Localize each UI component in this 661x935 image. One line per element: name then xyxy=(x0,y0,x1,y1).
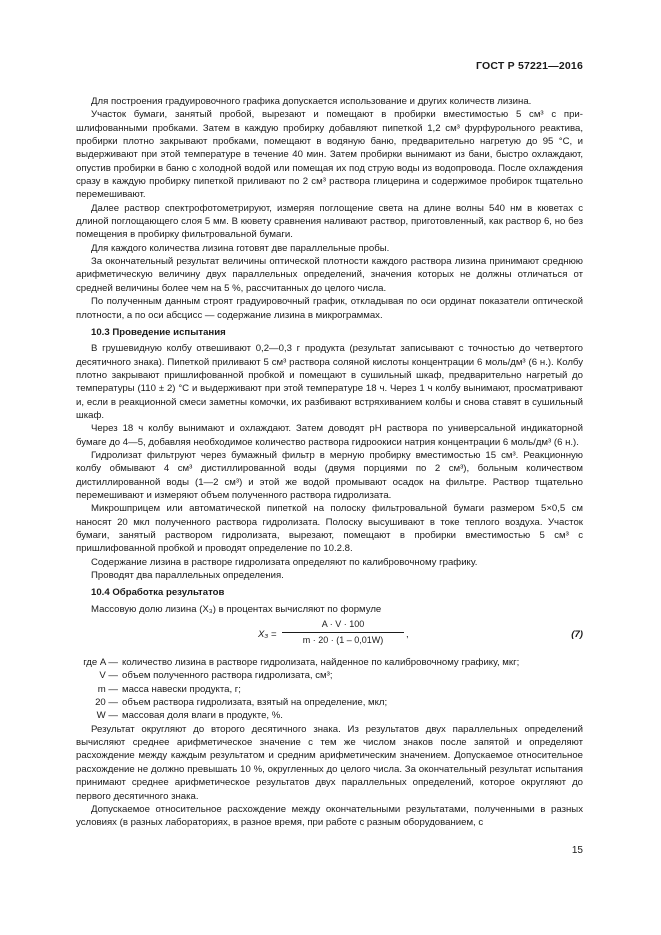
paragraph: Содержание лизина в растворе гидролизата определяют по калибровочному графику. xyxy=(91,556,478,568)
formula-trailing-comma: , xyxy=(406,629,409,641)
paragraph: Гидролизат фильтруют через бумажный фильтр в мерную пробирку вместимостью 15 см³. Реакционную колбу обмывают 4 см³ дистиллированной воды (двумя порциями по 2 см³), больным количеством дистиллированной воды (1—2 см³) и этой же водой промывают осадок на фильтре. Раствор тщательно перемешивают и измеряют объем полученного раствора гидролизата. xyxy=(76,449,583,501)
paragraph: Массовую долю лизина (X₃) в процентах вычисляют по формуле xyxy=(91,603,382,615)
paragraph: Через 18 ч колбу вынимают и охлаждают. Затем доводят рН раствора по универсальной индикаторной бумаге до 4—5, добавляя необходимое количество раствора гидроокиси натрия концентрации 6 моль/дм³ (6 н.). xyxy=(76,423,583,448)
definition-text: массовая доля влаги в продукте, %. xyxy=(122,710,283,722)
formula-fraction xyxy=(282,618,404,648)
definition-term: 20 — xyxy=(95,697,118,709)
paragraph: Микрошприцем или автоматической пипеткой на полоску фильтровальной бумаги размером 5×0,5 см наносят 20 мкл полученного раствора гидролизата. Полоску высушивают в токе теплого воздуха. Участок бумаги, занятый раствором гидролизата, вырезают, помещают в пробирки вместимостью 5 см³ с пришлифованной пробкой и проводят определение по 10.2.8. xyxy=(76,503,583,555)
definition-term: m — xyxy=(97,683,118,695)
formula-denominator: m · 20 · (1 – 0,01W) xyxy=(282,632,404,647)
paragraph: Допускаемое относительное расхождение между окончательными результатами, полученными в разных условиях (в разных лабораториях, в разное время, при работе с разным оборудованием, с xyxy=(76,803,583,829)
paragraph: В грушевидную колбу отвешивают 0,2—0,3 г продукта (результат записывают с точностью до четвертого десятичного знака). Пипеткой приливают 5 см³ раствора соляной кислоты концентрации 6 моль/дм³ (6 н.). Колбу плотно закрывают пришлифованной пробкой и помещают в сушильный шкаф, предварительно нагретый до температуры (110 ± 2) °С и выдерживают при этой температуре 18 ч. Через 1 ч колбу вынимают, просматривают и, если в реакционной смеси заметны комочки, их разбивают встряхиванием колбы и снова ставят в сушильный шкаф. xyxy=(76,343,583,421)
paragraph: Участок бумаги, занятый пробой, вырезают и помещают в пробирки вместимостью 5 см³ с пришлифованными пробками. Затем в каждую пробирку добавляют пипеткой 1,2 см³ фурфурольного реактива, пробирки плотно закрывают пробками, помещают в водяную баню, предварительно нагретую до 95 °С, и выдерживают при этой температуре в течение 40 мин. Затем пробирки вынимают из бани, быстро охлаждают, опустив пробирки в баню с холодной водой или помещая их под струю воды из водопровода. После охлаждения сразу в каждую пробирку пипеткой приливают по 2 см³ раствора глицерина и содержимое пробирок тщательно перемешивают. xyxy=(76,109,583,201)
paragraph: За окончательный результат величины оптической плотности каждого раствора лизина принимают среднюю арифметическую величину двух параллельных определений, значения которых не должны отличаться от средней величины более чем на 5 %, рассчитанных до целого числа. xyxy=(76,256,583,294)
definition-row xyxy=(76,656,583,669)
formula-7 xyxy=(76,618,583,652)
definition-term: W — xyxy=(96,710,118,722)
definition-row xyxy=(76,709,583,722)
page-number: 15 xyxy=(571,845,583,856)
formula-numerator: A · V · 100 xyxy=(321,619,365,630)
definition-row xyxy=(76,696,583,709)
document-body xyxy=(76,95,583,830)
formula-lhs: X₃ = xyxy=(258,629,277,641)
formula-definitions xyxy=(76,656,583,723)
paragraph: Далее раствор спектрофотометрируют, измеряя поглощение света на длине волны 540 нм в кюветах с длиной поглощающего слоя 5 мм. В кювету сравнения наливают раствор, приготовленный, как раствор 6, но без помещения в пробирку фильтровальной бумаги. xyxy=(76,202,583,241)
paragraph: Проводят два параллельных определения. xyxy=(91,570,284,582)
definition-row xyxy=(76,683,583,696)
section-heading-10-3: 10.3 Проведение испытания xyxy=(91,326,226,338)
definition-text: объем полученного раствора гидролизата, см³; xyxy=(122,670,333,682)
paragraph: Результат округляют до второго десятичного знака. Из результатов двух параллельных определений вычисляют среднее арифметическое значение с тем же числом знаков после запятой и определяют расхождение между каждым результатом и средним арифметическим значением. Допускаемое относительное расхождение не должно превышать 10 %, округленных до целого числа. За окончательный результат испытания принимают среднее арифметическое результатов двух параллельных определений, которое округляют до первого десятичного знака. xyxy=(76,723,583,802)
formula-number: (7) xyxy=(571,629,583,641)
paragraph: По полученным данным строят градуировочный график, откладывая по оси ординат показатели оптической плотности, а по оси абсцисс — содержание лизина в микрограммах. xyxy=(76,296,583,321)
section-heading-10-4: 10.4 Обработка результатов xyxy=(91,587,225,599)
definition-row xyxy=(76,669,583,682)
paragraph: Для построения градуировочного графика допускается использование и других количеств лизина. xyxy=(91,96,532,107)
definition-text: масса навески продукта, г; xyxy=(122,683,241,695)
definition-text: объем раствора гидролизата, взятый на определение, мкл; xyxy=(122,697,388,709)
definition-text: количество лизина в растворе гидролизата, найденное по калибровочному графику, мкг; xyxy=(122,657,520,669)
standard-header: ГОСТ Р 57221—2016 xyxy=(475,60,583,72)
paragraph: Для каждого количества лизина готовят две параллельные пробы. xyxy=(91,242,390,254)
definition-term: V — xyxy=(99,670,118,682)
definition-term: где A — xyxy=(83,657,118,669)
